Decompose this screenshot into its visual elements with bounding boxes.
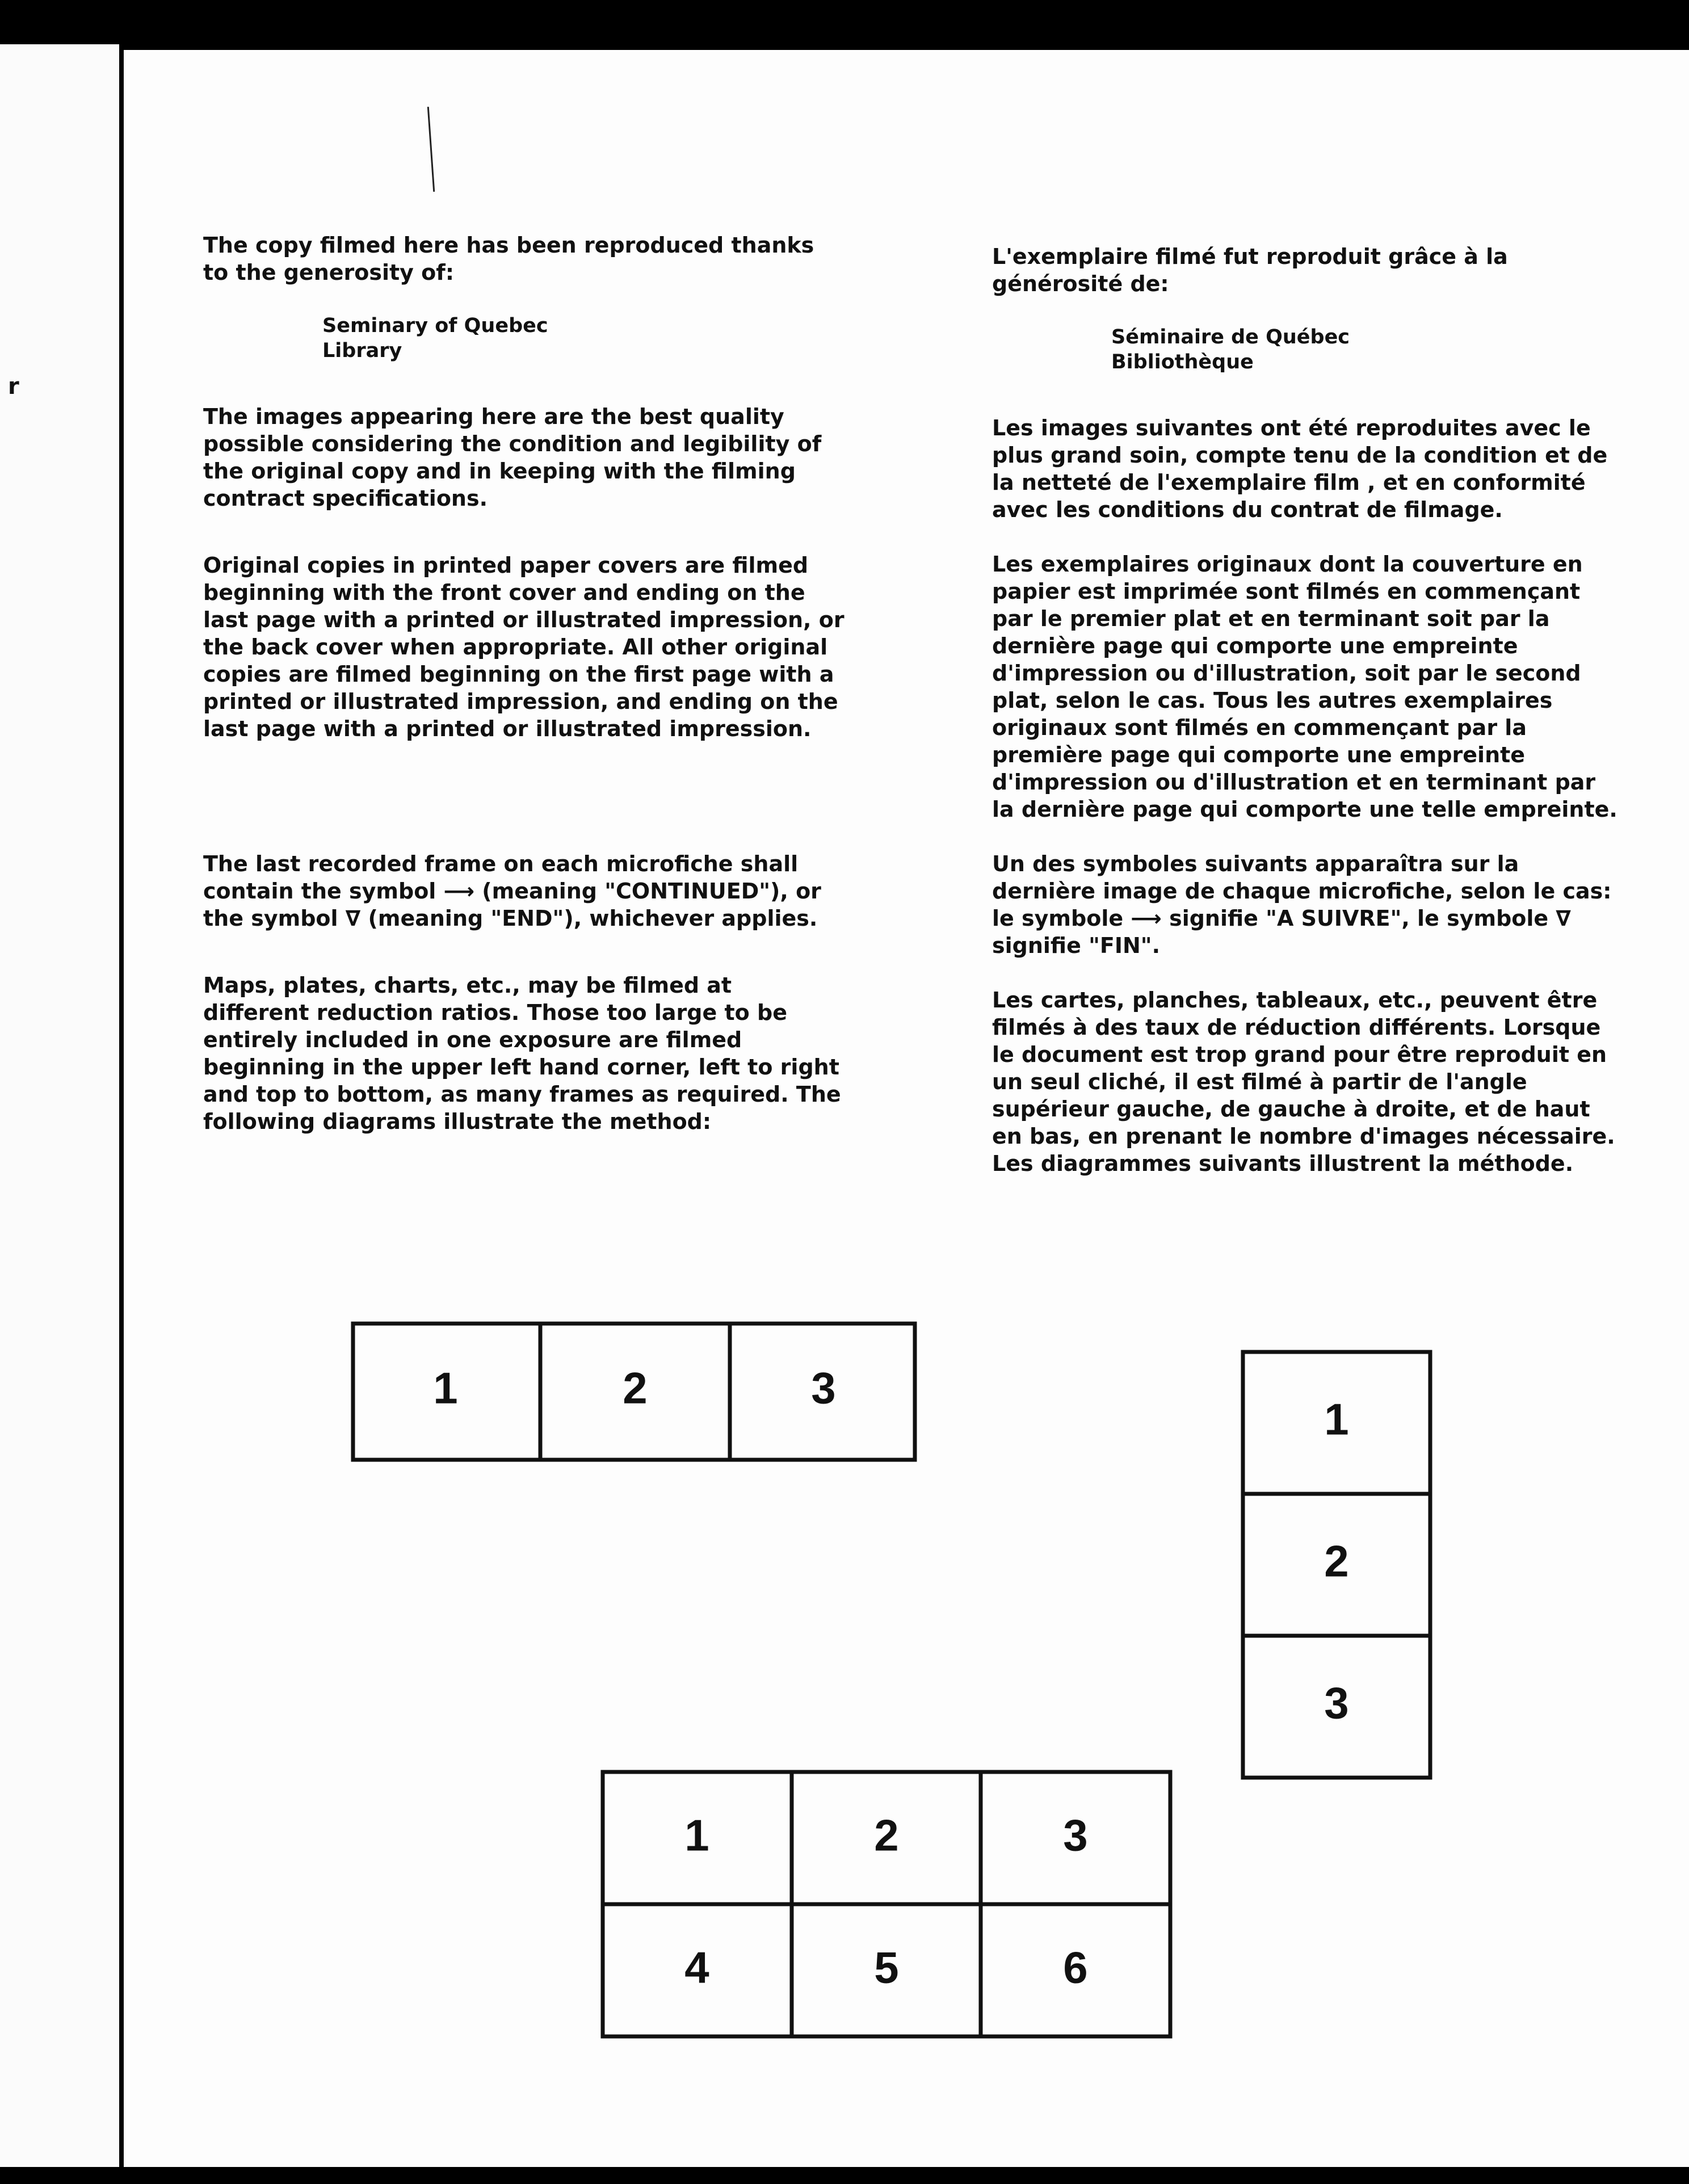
grid-frame-4: 4 [684, 1942, 709, 1993]
grid-frame-2: 2 [874, 1810, 899, 1860]
english-quality-paragraph: The images appearing here are the best quality possible considering the condition and legibility of the original copy and in keeping with the filming contract specifications. [203, 404, 822, 511]
english-institution-line2: Library [322, 339, 402, 362]
vertical-frame-2: 2 [1324, 1536, 1349, 1586]
english-symbols-text-a: The last recorded frame on each microfiche shall contain the symbol [203, 851, 799, 904]
english-symbols-text-c: (meaning "END"), whichever applies. [368, 906, 818, 931]
english-symbols-text-b: (meaning "CONTINUED"), or the symbol [203, 879, 821, 931]
french-quality-paragraph: Les images suivantes ont été reproduites avec le plus grand soin, compte tenu de la condition et de la netteté de l'exemplaire film , et en conformité avec les conditions du contrat de filmage. [992, 415, 1608, 522]
vertical-frame-3: 3 [1324, 1678, 1349, 1728]
french-institution-line1: Séminaire de Québec [1111, 326, 1350, 348]
horizontal-frame-1: 1 [433, 1363, 458, 1413]
adjacent-page-strip [0, 44, 119, 2167]
grid-frame-5: 5 [874, 1942, 899, 1993]
continued-arrow-icon: ⟶ [443, 879, 475, 904]
english-maps-paragraph: Maps, plates, charts, etc., may be filmed at different reduction ratios. Those too large to be entirely included in one exposure are filmed beginning in the upper left hand corner, left to right and top to bottom, as many frames as required. The following diagrams illustrate the method: [203, 973, 841, 1134]
horizontal-frame-3: 3 [811, 1363, 836, 1413]
page [124, 50, 1689, 2167]
end-triangle-icon: ∇ [345, 906, 361, 931]
french-institution-line2: Bibliothèque [1111, 351, 1254, 373]
french-symbols-text-a: Un des symboles suivants apparaîtra sur la dernière image de chaque microfiche, selon le cas: le symbole [992, 851, 1612, 931]
french-symbols-text-b: signifie "A SUIVRE", le symbole [1169, 906, 1549, 931]
french-column [992, 243, 1622, 1177]
french-maps-paragraph: Les cartes, planches, tableaux, etc., peuvent être filmés à des taux de réduction différents. Lorsque le document est trop grand pour être reproduit en un seul cliché, il est filmé à partir de l'angle supérieur gauche, de gauche à droite, et de haut en bas, en prenant le nombre d'images nécessaire. Les diagrammes suivants illustrent la méthode. [992, 988, 1615, 1176]
horizontal-frames-diagram [351, 1321, 918, 1469]
english-originals-paragraph: Original copies in printed paper covers are filmed beginning with the front cover and ending on the last page with a printed or illustrated impression, or the back cover when appropriate. All other original copies are filmed beginning on the first page with a printed or illustrated impression, and ending on the last page with a printed or illustrated impression. [203, 553, 844, 741]
french-symbols-text-c: signifie "FIN". [992, 933, 1161, 958]
fin-triangle-icon: ∇ [1556, 906, 1571, 931]
adjacent-page-fragment: r [8, 373, 19, 400]
suivre-arrow-icon: ⟶ [1131, 906, 1162, 931]
grid-frame-1: 1 [684, 1810, 709, 1860]
english-institution-line1: Seminary of Quebec [322, 314, 548, 337]
french-intro: L'exemplaire filmé fut reproduit grâce à la générosité de: [992, 244, 1508, 296]
vertical-frame-1: 1 [1324, 1394, 1349, 1444]
grid-frames-diagram [600, 1770, 1174, 2042]
french-originals-paragraph: Les exemplaires originaux dont la couverture en papier est imprimée sont filmés en commençant par le premier plat et en terminant soit par la dernière page qui comporte une empreinte d'impression ou d'illustration, soit par le second plat, selon le cas. Tous les autres exemplaires originaux sont filmés en commençant par la première page qui comporte une empreinte d'impression ou d'illustration et en terminant par la dernière page qui comporte une telle empreinte. [992, 552, 1617, 822]
english-column [203, 232, 844, 1135]
english-symbols-paragraph [203, 850, 844, 932]
horizontal-frame-2: 2 [623, 1363, 648, 1413]
grid-frame-6: 6 [1063, 1942, 1088, 1993]
vertical-frames-diagram [1241, 1350, 1434, 1781]
margin-mark [427, 107, 435, 192]
french-symbols-paragraph [992, 850, 1622, 959]
grid-frame-3: 3 [1063, 1810, 1088, 1860]
english-intro: The copy filmed here has been reproduced thanks to the generosity of: [203, 233, 814, 285]
